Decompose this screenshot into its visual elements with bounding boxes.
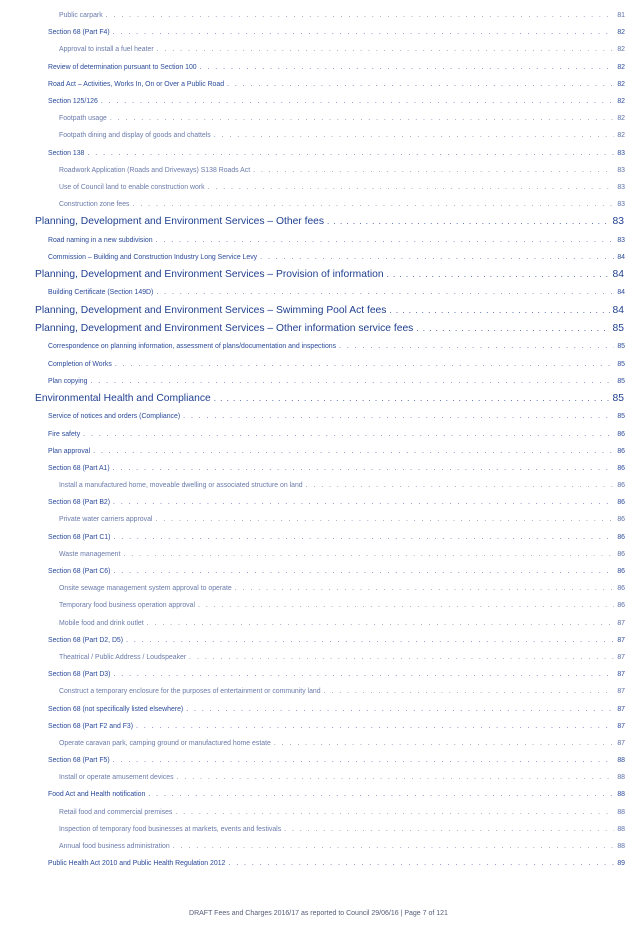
toc-entry-title: Planning, Development and Environment Services – Other information service fees bbox=[35, 322, 414, 334]
dot-leader bbox=[200, 59, 615, 76]
dot-leader bbox=[235, 580, 615, 597]
toc-entry-page-number: 84 bbox=[612, 269, 624, 281]
toc-entry-page-number: 87 bbox=[617, 636, 625, 644]
toc-entry-title: Planning, Development and Environment Services – Swimming Pool Act fees bbox=[35, 304, 387, 316]
toc-entry-title: Section 68 (not specifically listed elsewhere) bbox=[48, 705, 184, 713]
toc-entry-title: Section 68 (Part C6) bbox=[48, 568, 111, 576]
toc-entry-title: Install or operate amusement devices bbox=[59, 774, 174, 782]
toc-entry-page-number: 82 bbox=[617, 63, 625, 71]
toc-entry-page-number: 82 bbox=[617, 46, 625, 54]
toc-entry-page-number: 86 bbox=[617, 447, 625, 455]
toc-entry[interactable] bbox=[0, 196, 637, 213]
dot-leader bbox=[156, 284, 614, 301]
toc-entry-title: Section 68 (Part D2, D5) bbox=[48, 636, 124, 644]
dot-leader bbox=[186, 701, 614, 718]
toc-entry[interactable] bbox=[0, 632, 637, 649]
toc-entry[interactable] bbox=[0, 232, 637, 249]
toc-entry-title: Planning, Development and Environment Services – Other fees bbox=[35, 216, 325, 228]
toc-entry-page-number: 82 bbox=[617, 29, 625, 37]
dot-leader bbox=[274, 735, 615, 752]
toc-entry-title: Service of notices and orders (Compliance) bbox=[48, 413, 181, 421]
toc-entry[interactable] bbox=[0, 266, 637, 284]
toc-entry[interactable] bbox=[0, 24, 637, 41]
toc-entry-title: Section 68 (Part F2 and F3) bbox=[48, 722, 134, 730]
toc-entry[interactable] bbox=[0, 426, 637, 443]
toc-entry-page-number: 86 bbox=[617, 568, 625, 576]
toc-entry-title: Mobile food and drink outlet bbox=[59, 619, 144, 627]
toc-entry-page-number: 85 bbox=[612, 322, 624, 334]
toc-entry-page-number: 86 bbox=[617, 585, 625, 593]
toc-entry-page-number: 87 bbox=[617, 705, 625, 713]
toc-entry[interactable] bbox=[0, 338, 637, 355]
dot-leader bbox=[214, 390, 610, 408]
toc-entry[interactable] bbox=[0, 597, 637, 614]
dot-leader bbox=[148, 786, 614, 803]
toc-entry-title: Section 138 bbox=[48, 149, 85, 157]
toc-entry-page-number: 85 bbox=[612, 392, 624, 404]
dot-leader bbox=[113, 460, 615, 477]
dot-leader bbox=[90, 373, 614, 390]
toc-entry-page-number: 84 bbox=[617, 253, 625, 261]
toc-entry[interactable] bbox=[0, 7, 637, 24]
dot-leader bbox=[189, 649, 614, 666]
dot-leader bbox=[177, 769, 615, 786]
dot-leader bbox=[416, 320, 609, 338]
dot-leader bbox=[123, 546, 614, 563]
toc-entry-page-number: 81 bbox=[617, 12, 625, 19]
toc-entry[interactable] bbox=[0, 855, 637, 872]
toc-entry-title: Public carpark bbox=[59, 12, 103, 19]
toc-entry-title: Section 68 (Part F5) bbox=[48, 757, 110, 765]
dot-leader bbox=[227, 76, 614, 93]
toc-entry-page-number: 83 bbox=[617, 166, 625, 174]
dot-leader bbox=[155, 511, 614, 528]
toc-entry[interactable] bbox=[0, 110, 637, 127]
toc-entry-page-number: 88 bbox=[617, 843, 625, 851]
toc-entry-page-number: 87 bbox=[617, 619, 625, 627]
dot-leader bbox=[136, 718, 614, 735]
toc-entry[interactable] bbox=[0, 249, 637, 266]
dot-leader bbox=[284, 821, 614, 838]
toc-entry[interactable] bbox=[0, 93, 637, 110]
toc-entry-page-number: 87 bbox=[617, 722, 625, 730]
dot-leader bbox=[198, 597, 614, 614]
dot-leader bbox=[87, 145, 614, 162]
toc-entry-title: Building Certificate (Section 149D) bbox=[48, 289, 154, 297]
dot-leader bbox=[253, 162, 614, 179]
toc-entry[interactable] bbox=[0, 460, 637, 477]
toc-entry-title: Section 68 (Part B2) bbox=[48, 499, 111, 507]
toc-entry[interactable] bbox=[0, 735, 637, 752]
dot-leader bbox=[156, 232, 615, 249]
toc-entry-title: Waste management bbox=[59, 550, 121, 558]
dot-leader bbox=[228, 855, 614, 872]
toc-entry-page-number: 88 bbox=[617, 791, 625, 799]
toc-entry-page-number: 84 bbox=[612, 304, 624, 316]
toc-entry-title: Section 68 (Part F4) bbox=[48, 29, 110, 37]
toc-entry[interactable] bbox=[0, 41, 637, 58]
toc-entry-title: Private water carriers approval bbox=[59, 516, 153, 524]
toc-entry[interactable] bbox=[0, 390, 637, 408]
toc-entry[interactable] bbox=[0, 477, 637, 494]
toc-entry-title: Inspection of temporary food businesses at markets, events and festivals bbox=[59, 825, 282, 833]
toc-entry-page-number: 87 bbox=[617, 688, 625, 696]
toc-entry-title: Public Health Act 2010 and Public Health Regulation 2012 bbox=[48, 860, 226, 868]
toc-entry-page-number: 86 bbox=[617, 516, 625, 524]
toc-entry-page-number: 86 bbox=[617, 602, 625, 610]
toc-entry-title: Operate caravan park, camping ground or manufactured home estate bbox=[59, 739, 271, 747]
dot-leader bbox=[208, 179, 615, 196]
toc-entry-title: Section 68 (Part D3) bbox=[48, 671, 111, 679]
toc-entry[interactable] bbox=[0, 615, 637, 632]
table-of-contents bbox=[0, 7, 637, 872]
dot-leader bbox=[115, 356, 615, 373]
toc-entry-page-number: 85 bbox=[617, 360, 625, 368]
toc-entry[interactable] bbox=[0, 373, 637, 390]
toc-entry-page-number: 86 bbox=[617, 482, 625, 490]
dot-leader bbox=[113, 752, 615, 769]
toc-entry-page-number: 86 bbox=[617, 499, 625, 507]
toc-entry-page-number: 82 bbox=[617, 132, 625, 140]
toc-entry-page-number: 87 bbox=[617, 653, 625, 661]
toc-entry-page-number: 84 bbox=[617, 289, 625, 297]
dot-leader bbox=[306, 477, 615, 494]
dot-leader bbox=[157, 41, 615, 58]
toc-entry-title: Plan copying bbox=[48, 377, 88, 385]
toc-entry[interactable] bbox=[0, 529, 637, 546]
toc-entry-title: Review of determination pursuant to Section 100 bbox=[48, 63, 197, 71]
toc-entry-title: Planning, Development and Environment Services – Provision of information bbox=[35, 269, 384, 281]
toc-entry[interactable] bbox=[0, 838, 637, 855]
toc-entry-page-number: 83 bbox=[617, 236, 625, 244]
toc-entry-title: Theatrical / Public Address / Loudspeaker bbox=[59, 653, 187, 661]
toc-entry-page-number: 83 bbox=[612, 216, 624, 228]
toc-entry-page-number: 85 bbox=[617, 377, 625, 385]
toc-entry[interactable] bbox=[0, 145, 637, 162]
toc-entry[interactable] bbox=[0, 804, 637, 821]
dot-leader bbox=[110, 110, 614, 127]
toc-entry-page-number: 88 bbox=[617, 774, 625, 782]
toc-entry-page-number: 87 bbox=[617, 739, 625, 747]
toc-entry-title: Construct a temporary enclosure for the purposes of entertainment or community land bbox=[59, 688, 321, 696]
toc-entry[interactable] bbox=[0, 408, 637, 425]
toc-entry[interactable] bbox=[0, 356, 637, 373]
toc-entry[interactable] bbox=[0, 666, 637, 683]
dot-leader bbox=[324, 683, 615, 700]
toc-entry-title: Food Act and Health notification bbox=[48, 791, 146, 799]
dot-leader bbox=[339, 338, 614, 355]
page-footer: DRAFT Fees and Charges 2016/17 as reported to Council 29/06/16 | Page 7 of 121 bbox=[189, 910, 448, 917]
toc-entry[interactable] bbox=[0, 821, 637, 838]
dot-leader bbox=[113, 563, 614, 580]
toc-entry-page-number: 86 bbox=[617, 464, 625, 472]
toc-entry[interactable] bbox=[0, 179, 637, 196]
toc-entry-page-number: 86 bbox=[617, 430, 625, 438]
toc-entry-title: Footpath usage bbox=[59, 115, 107, 123]
toc-entry-title: Fire safety bbox=[48, 430, 81, 438]
dot-leader bbox=[106, 7, 615, 24]
dot-leader bbox=[113, 494, 614, 511]
dot-leader bbox=[83, 426, 614, 443]
toc-entry-title: Construction zone fees bbox=[59, 201, 130, 209]
dot-leader bbox=[387, 266, 610, 284]
toc-entry-page-number: 85 bbox=[617, 413, 625, 421]
toc-entry[interactable] bbox=[0, 752, 637, 769]
toc-entry[interactable] bbox=[0, 580, 637, 597]
toc-entry-page-number: 85 bbox=[617, 343, 625, 351]
toc-entry-page-number: 83 bbox=[617, 201, 625, 209]
toc-entry-page-number: 83 bbox=[617, 183, 625, 191]
dot-leader bbox=[126, 632, 614, 649]
toc-entry-page-number: 88 bbox=[617, 757, 625, 765]
toc-entry-title: Retail food and commercial premises bbox=[59, 808, 173, 816]
dot-leader bbox=[175, 804, 614, 821]
toc-entry-title: Commission – Building and Construction Industry Long Service Levy bbox=[48, 253, 258, 261]
toc-entry[interactable] bbox=[0, 127, 637, 144]
dot-leader bbox=[260, 249, 614, 266]
toc-entry-title: Install a manufactured home, moveable dwelling or associated structure on land bbox=[59, 482, 303, 490]
dot-leader bbox=[327, 213, 609, 231]
toc-entry-page-number: 87 bbox=[617, 671, 625, 679]
toc-entry-title: Approval to install a fuel heater bbox=[59, 46, 154, 54]
toc-entry[interactable] bbox=[0, 701, 637, 718]
toc-entry[interactable] bbox=[0, 718, 637, 735]
toc-entry-page-number: 86 bbox=[617, 533, 625, 541]
toc-entry-title: Annual food business administration bbox=[59, 843, 170, 851]
toc-entry[interactable] bbox=[0, 162, 637, 179]
toc-entry[interactable] bbox=[0, 213, 637, 231]
toc-entry-page-number: 88 bbox=[617, 825, 625, 833]
toc-entry[interactable] bbox=[0, 443, 637, 460]
toc-entry[interactable] bbox=[0, 76, 637, 93]
dot-leader bbox=[113, 666, 614, 683]
toc-entry-title: Completion of Works bbox=[48, 360, 112, 368]
toc-entry-title: Section 125/126 bbox=[48, 97, 98, 105]
toc-entry-title: Section 68 (Part A1) bbox=[48, 464, 110, 472]
toc-entry[interactable] bbox=[0, 786, 637, 803]
toc-entry-title: Footpath dining and display of goods and chattels bbox=[59, 132, 211, 140]
toc-entry[interactable] bbox=[0, 284, 637, 301]
dot-leader bbox=[132, 196, 614, 213]
dot-leader bbox=[147, 615, 615, 632]
toc-entry[interactable] bbox=[0, 649, 637, 666]
dot-leader bbox=[113, 24, 615, 41]
dot-leader bbox=[173, 838, 615, 855]
toc-entry[interactable] bbox=[0, 494, 637, 511]
toc-entry-page-number: 83 bbox=[617, 149, 625, 157]
toc-entry-title: Use of Council land to enable construction work bbox=[59, 183, 205, 191]
toc-entry[interactable] bbox=[0, 769, 637, 786]
toc-entry-page-number: 86 bbox=[617, 550, 625, 558]
toc-entry-title: Onsite sewage management system approval to operate bbox=[59, 585, 232, 593]
toc-entry[interactable] bbox=[0, 302, 637, 320]
dot-leader bbox=[93, 443, 614, 460]
dot-leader bbox=[214, 127, 615, 144]
dot-leader bbox=[113, 529, 614, 546]
toc-entry[interactable] bbox=[0, 59, 637, 76]
toc-entry-page-number: 89 bbox=[617, 860, 625, 868]
toc-entry[interactable] bbox=[0, 683, 637, 700]
toc-entry-title: Correspondence on planning information, assessment of plans/documentation and inspections bbox=[48, 343, 337, 351]
toc-entry-title: Section 68 (Part C1) bbox=[48, 533, 111, 541]
toc-entry-page-number: 88 bbox=[617, 808, 625, 816]
toc-entry-title: Temporary food business operation approval bbox=[59, 602, 195, 610]
toc-entry[interactable] bbox=[0, 546, 637, 563]
toc-entry-title: Road Act – Activities, Works In, On or Over a Public Road bbox=[48, 80, 225, 88]
toc-entry-title: Plan approval bbox=[48, 447, 91, 455]
toc-entry-page-number: 82 bbox=[617, 97, 625, 105]
dot-leader bbox=[101, 93, 615, 110]
dot-leader bbox=[389, 302, 609, 320]
toc-entry-title: Road naming in a new subdivision bbox=[48, 236, 153, 244]
toc-entry-title: Environmental Health and Compliance bbox=[35, 392, 211, 404]
toc-entry-page-number: 82 bbox=[617, 80, 625, 88]
dot-leader bbox=[183, 408, 614, 425]
toc-entry-title: Roadwork Application (Roads and Driveways) S138 Roads Act bbox=[59, 166, 251, 174]
toc-entry[interactable] bbox=[0, 563, 637, 580]
toc-entry-page-number: 82 bbox=[617, 115, 625, 123]
toc-entry[interactable] bbox=[0, 320, 637, 338]
toc-entry[interactable] bbox=[0, 511, 637, 528]
